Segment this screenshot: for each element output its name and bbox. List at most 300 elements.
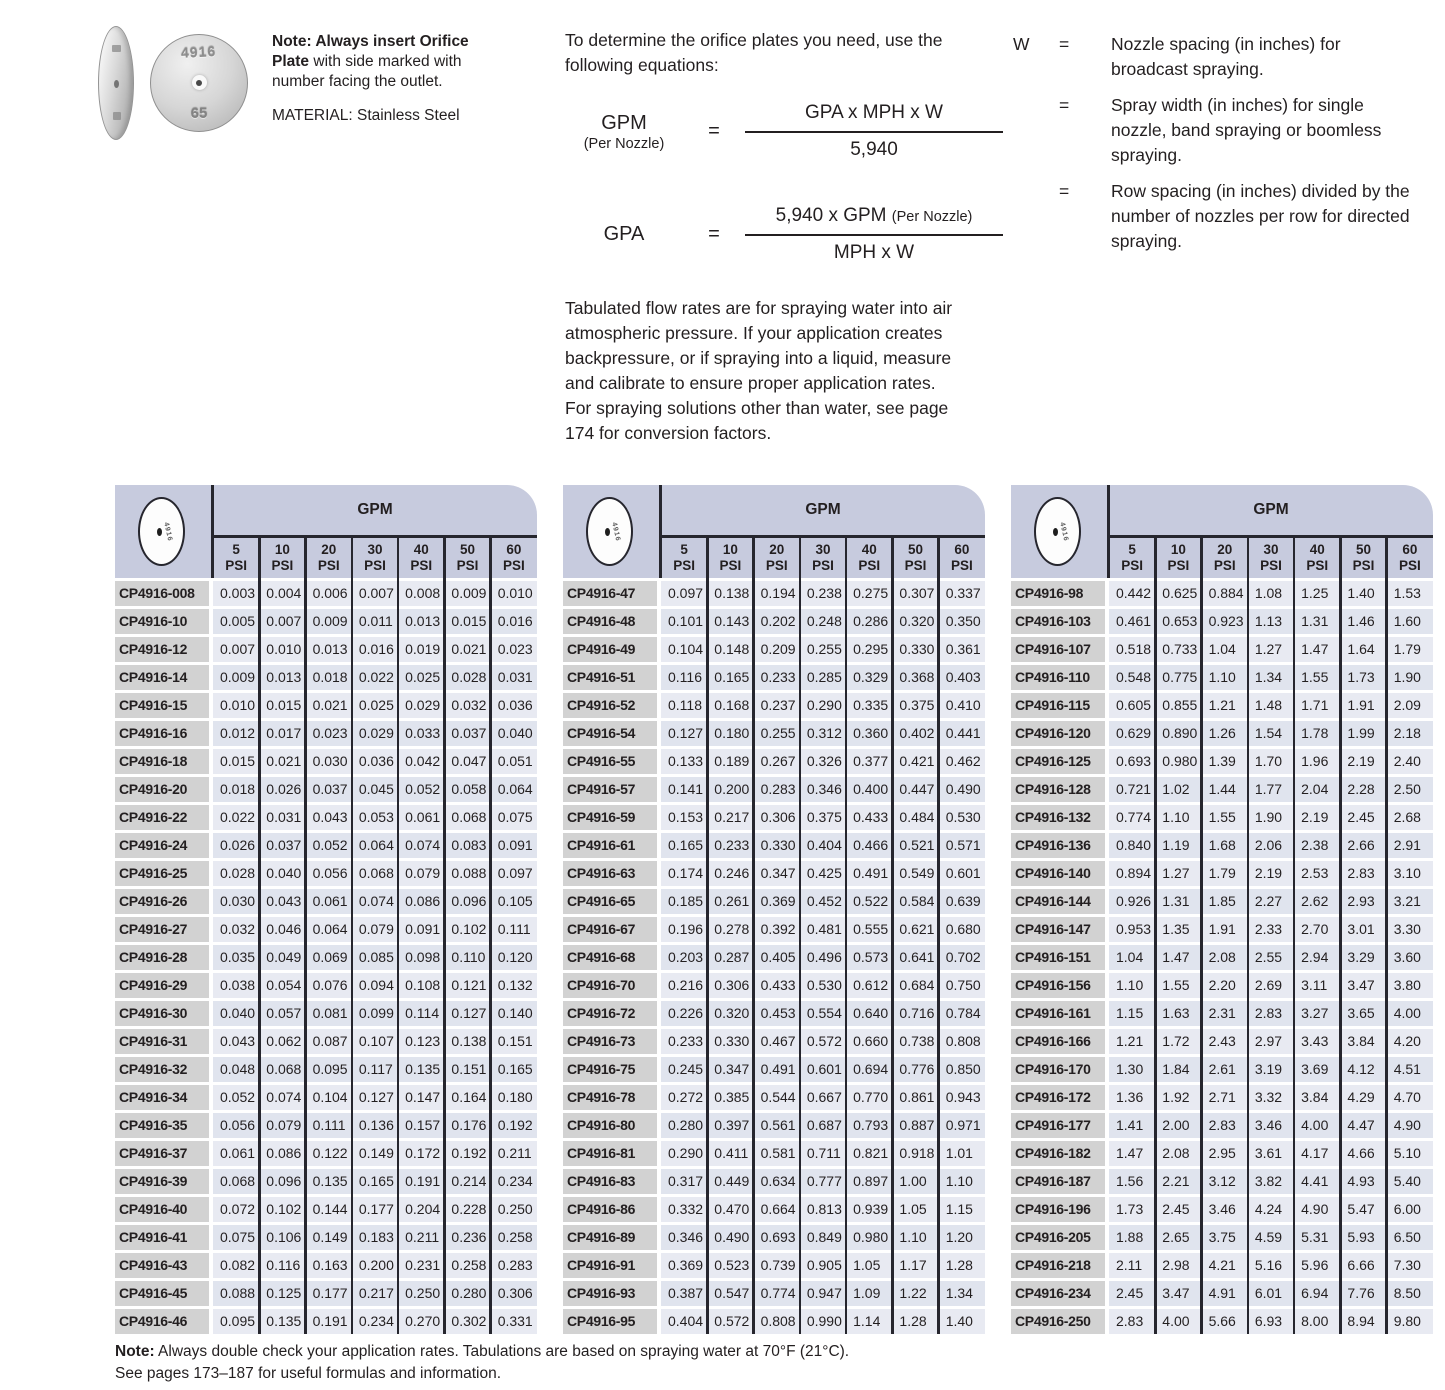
flow-value-cell: 0.057 [259, 1001, 305, 1026]
table-row [115, 721, 537, 746]
table-row [1011, 1169, 1433, 1194]
flow-value-cell: 0.774 [754, 1281, 800, 1306]
part-number-cell: CP4916-68 [563, 945, 657, 970]
flow-value-cell: 0.040 [259, 861, 305, 886]
flow-value-cell: 0.165 [352, 1169, 398, 1194]
flow-value-cell: 3.47 [1155, 1281, 1201, 1306]
flow-value-cell: 0.031 [491, 665, 537, 690]
table-row [563, 1113, 985, 1138]
flow-value-cell: 0.840 [1109, 833, 1155, 858]
flow-value-cell: 0.361 [939, 637, 985, 662]
flow-value-cell: 1.68 [1202, 833, 1248, 858]
flow-value-cell: 0.189 [707, 749, 753, 774]
flow-value-cell: 2.45 [1340, 805, 1386, 830]
flow-value-cell: 2.45 [1109, 1281, 1155, 1306]
flow-value-cell: 0.491 [846, 861, 892, 886]
flow-value-cell: 0.884 [1202, 581, 1248, 606]
flow-value-cell: 1.10 [939, 1169, 985, 1194]
flow-value-cell: 0.006 [306, 581, 352, 606]
flow-value-cell: 0.346 [661, 1225, 707, 1250]
psi-header-cell: 5 PSI [1121, 542, 1144, 573]
flow-value-cell: 0.025 [352, 693, 398, 718]
flow-value-cell: 0.484 [892, 805, 938, 830]
flow-value-cell: 0.138 [444, 1029, 490, 1054]
table-row [1011, 973, 1433, 998]
flow-value-cell: 0.890 [1155, 721, 1201, 746]
table-row [115, 1169, 537, 1194]
flow-value-cell: 2.08 [1155, 1141, 1201, 1166]
flow-value-cell: 2.28 [1340, 777, 1386, 802]
flow-value-cell: 0.099 [352, 1001, 398, 1026]
flow-value-cell: 0.605 [1109, 693, 1155, 718]
flow-value-cell: 0.177 [306, 1281, 352, 1306]
flow-value-cell: 0.095 [306, 1057, 352, 1082]
flow-value-cell: 0.029 [352, 721, 398, 746]
flow-value-cell: 1.28 [939, 1253, 985, 1278]
table-row [115, 973, 537, 998]
flow-value-cell: 0.054 [259, 973, 305, 998]
flow-value-cell: 1.27 [1248, 637, 1294, 662]
flow-value-cell: 1.64 [1340, 637, 1386, 662]
flow-value-cell: 6.01 [1248, 1281, 1294, 1306]
flow-value-cell: 0.337 [939, 581, 985, 606]
table-row [115, 945, 537, 970]
flow-value-cell: 0.121 [444, 973, 490, 998]
flow-value-cell: 0.008 [398, 581, 444, 606]
flow-value-cell: 6.50 [1387, 1225, 1433, 1250]
flow-value-cell: 0.217 [707, 805, 753, 830]
flow-value-cell: 0.664 [754, 1197, 800, 1222]
part-number-cell: CP4916-80 [563, 1113, 657, 1138]
table-row [1011, 609, 1433, 634]
flow-value-cell: 0.114 [398, 1001, 444, 1026]
flow-value-cell: 0.491 [754, 1057, 800, 1082]
flow-value-cell: 7.76 [1340, 1281, 1386, 1306]
table-row [1011, 1001, 1433, 1026]
flow-value-cell: 0.016 [491, 609, 537, 634]
table-row [1011, 861, 1433, 886]
flow-value-cell: 4.51 [1387, 1057, 1433, 1082]
flow-value-cell: 0.572 [800, 1029, 846, 1054]
gpa-numerator-small: (Per Nozzle) [891, 209, 973, 225]
flow-value-cell: 0.046 [259, 917, 305, 942]
orifice-plate-icon [138, 497, 185, 566]
flow-value-cell: 0.461 [1109, 609, 1155, 634]
flow-value-cell: 0.028 [444, 665, 490, 690]
flow-value-cell: 0.346 [800, 777, 846, 802]
flow-value-cell: 1.91 [1202, 917, 1248, 942]
part-number-cell: CP4916-234 [1011, 1281, 1105, 1306]
flow-value-cell: 0.163 [306, 1253, 352, 1278]
flow-value-cell: 0.056 [213, 1113, 259, 1138]
table-row [563, 1281, 985, 1306]
table-row [115, 833, 537, 858]
flow-value-cell: 1.04 [1202, 637, 1248, 662]
flow-value-cell: 0.236 [444, 1225, 490, 1250]
orifice-plate-photo [98, 26, 248, 140]
flow-value-cell: 8.94 [1340, 1309, 1386, 1334]
flow-value-cell: 0.086 [259, 1141, 305, 1166]
table-row [115, 749, 537, 774]
flow-value-cell: 0.204 [398, 1197, 444, 1222]
flow-value-cell: 4.47 [1340, 1113, 1386, 1138]
flow-value-cell: 1.04 [1109, 945, 1155, 970]
part-number-cell: CP4916-31 [115, 1029, 209, 1054]
flow-value-cell: 0.621 [892, 917, 938, 942]
psi-header-cell: 40 PSI [1306, 542, 1329, 573]
w-definition-row [1013, 93, 1418, 168]
flow-value-cell: 4.29 [1340, 1085, 1386, 1110]
flow-value-cell: 0.286 [846, 609, 892, 634]
flow-value-cell: 0.410 [939, 693, 985, 718]
flow-value-cell: 5.40 [1387, 1169, 1433, 1194]
flow-value-cell: 3.46 [1202, 1197, 1248, 1222]
plate-front-view-image [150, 34, 248, 132]
flow-rate-table-3 [1011, 485, 1433, 1334]
flow-value-cell: 1.55 [1155, 973, 1201, 998]
table-row [563, 833, 985, 858]
flow-value-cell: 0.125 [259, 1281, 305, 1306]
flow-value-cell: 1.13 [1248, 609, 1294, 634]
part-number-cell: CP4916-12 [115, 637, 209, 662]
flow-value-cell: 2.19 [1340, 749, 1386, 774]
flow-value-cell: 0.013 [398, 609, 444, 634]
equals-sign: = [708, 120, 720, 142]
gpm-header: GPM [805, 501, 841, 518]
flow-value-cell: 0.074 [352, 889, 398, 914]
table-row [1011, 1029, 1433, 1054]
flow-value-cell: 0.530 [939, 805, 985, 830]
flow-value-cell: 1.73 [1340, 665, 1386, 690]
table-row [563, 917, 985, 942]
flow-value-cell: 0.005 [213, 609, 259, 634]
w-definition-text: Spray width (in inches) for single nozzle, band spraying or boomless spraying. [1111, 95, 1382, 165]
part-number-cell: CP4916-172 [1011, 1085, 1105, 1110]
flow-value-cell: 0.808 [754, 1309, 800, 1334]
w-definitions [1013, 32, 1418, 265]
flow-value-cell: 4.66 [1340, 1141, 1386, 1166]
flow-value-cell: 0.097 [491, 861, 537, 886]
flow-value-cell: 0.467 [754, 1029, 800, 1054]
flow-value-cell: 0.490 [939, 777, 985, 802]
flow-value-cell: 1.31 [1294, 609, 1340, 634]
flow-value-cell: 0.897 [846, 1169, 892, 1194]
flow-value-cell: 0.405 [754, 945, 800, 970]
flow-value-cell: 0.272 [661, 1085, 707, 1110]
flow-value-cell: 1.20 [939, 1225, 985, 1250]
flow-value-cell: 3.65 [1340, 1001, 1386, 1026]
flow-value-cell: 2.09 [1387, 693, 1433, 718]
table-row [1011, 1141, 1433, 1166]
flow-value-cell: 0.750 [939, 973, 985, 998]
flow-value-cell: 0.022 [213, 805, 259, 830]
flow-value-cell: 4.21 [1202, 1253, 1248, 1278]
flow-value-cell: 0.116 [259, 1253, 305, 1278]
flow-value-cell: 0.392 [754, 917, 800, 942]
flow-value-cell: 1.10 [1155, 805, 1201, 830]
flow-value-cell: 0.233 [707, 833, 753, 858]
flow-value-cell: 0.177 [352, 1197, 398, 1222]
flow-value-cell: 0.693 [1109, 749, 1155, 774]
flow-value-cell: 0.571 [939, 833, 985, 858]
flow-value-cell: 0.003 [213, 581, 259, 606]
table-row [563, 1197, 985, 1222]
part-number-cell: CP4916-67 [563, 917, 657, 942]
flow-value-cell: 0.064 [491, 777, 537, 802]
flow-value-cell: 0.047 [444, 749, 490, 774]
flow-value-cell: 0.793 [846, 1113, 892, 1138]
flow-value-cell: 0.037 [306, 777, 352, 802]
flow-value-cell: 1.55 [1202, 805, 1248, 830]
flow-value-cell: 0.009 [444, 581, 490, 606]
footer-note-bold: Note: [115, 1343, 155, 1360]
flow-value-cell: 0.079 [398, 861, 444, 886]
flow-value-cell: 1.54 [1248, 721, 1294, 746]
flow-value-cell: 0.330 [754, 833, 800, 858]
flow-value-cell: 1.72 [1155, 1029, 1201, 1054]
part-number-cell: CP4916-91 [563, 1253, 657, 1278]
part-number-cell: CP4916-89 [563, 1225, 657, 1250]
flow-value-cell: 0.138 [707, 581, 753, 606]
per-nozzle-label: (Per Nozzle) [583, 135, 665, 152]
flow-value-cell: 1.91 [1340, 693, 1386, 718]
flow-value-cell: 0.226 [661, 1001, 707, 1026]
flow-value-cell: 8.00 [1294, 1309, 1340, 1334]
part-number-cell: CP4916-35 [115, 1113, 209, 1138]
flow-value-cell: 0.442 [1109, 581, 1155, 606]
flow-value-cell: 0.095 [213, 1309, 259, 1334]
flow-value-cell: 0.096 [444, 889, 490, 914]
part-number-cell: CP4916-107 [1011, 637, 1105, 662]
part-number-cell: CP4916-166 [1011, 1029, 1105, 1054]
flow-value-cell: 0.990 [800, 1309, 846, 1334]
flow-value-cell: 0.040 [213, 1001, 259, 1026]
psi-header-row [661, 538, 985, 579]
flow-value-cell: 0.068 [352, 861, 398, 886]
flow-value-cell: 0.043 [306, 805, 352, 830]
table-row [1011, 805, 1433, 830]
flow-value-cell: 0.102 [259, 1197, 305, 1222]
footer-note-line1 [115, 1341, 1015, 1363]
flow-value-cell: 2.94 [1294, 945, 1340, 970]
flow-value-cell: 0.320 [707, 1001, 753, 1026]
flow-value-cell: 0.776 [892, 1057, 938, 1082]
plate-orifice-hole [192, 75, 207, 90]
flow-value-cell: 0.711 [800, 1141, 846, 1166]
flow-value-cell: 0.135 [259, 1309, 305, 1334]
flow-value-cell: 0.075 [491, 805, 537, 830]
orifice-plate-icon [1034, 497, 1081, 566]
flow-value-cell: 0.192 [444, 1141, 490, 1166]
part-number-cell: CP4916-70 [563, 973, 657, 998]
flow-value-cell: 5.66 [1202, 1309, 1248, 1334]
flow-value-cell: 2.38 [1294, 833, 1340, 858]
flow-value-cell: 0.117 [352, 1057, 398, 1082]
flow-value-cell: 0.404 [800, 833, 846, 858]
table-row [563, 665, 985, 690]
flow-value-cell: 1.10 [1109, 973, 1155, 998]
flow-value-cell: 0.581 [754, 1141, 800, 1166]
table-row [1011, 1085, 1433, 1110]
flow-value-cell: 1.00 [892, 1169, 938, 1194]
table-header [563, 485, 985, 578]
part-number-cell: CP4916-151 [1011, 945, 1105, 970]
gpm-fraction [745, 102, 1003, 161]
flow-value-cell: 1.47 [1155, 945, 1201, 970]
flow-value-cell: 2.50 [1387, 777, 1433, 802]
flow-value-cell: 0.283 [754, 777, 800, 802]
flow-value-cell: 0.088 [444, 861, 490, 886]
part-number-cell: CP4916-48 [563, 609, 657, 634]
flow-value-cell: 0.375 [892, 693, 938, 718]
part-number-cell: CP4916-95 [563, 1309, 657, 1334]
flow-value-cell: 4.90 [1294, 1197, 1340, 1222]
flow-value-cell: 0.660 [846, 1029, 892, 1054]
table-row [563, 1141, 985, 1166]
flow-value-cell: 0.250 [491, 1197, 537, 1222]
part-number-cell: CP4916-22 [115, 805, 209, 830]
flow-value-cell: 0.030 [306, 749, 352, 774]
flow-value-cell: 0.522 [846, 889, 892, 914]
flow-value-cell: 1.39 [1202, 749, 1248, 774]
flow-value-cell: 0.127 [661, 721, 707, 746]
part-number-cell: CP4916-29 [115, 973, 209, 998]
part-number-cell: CP4916-72 [563, 1001, 657, 1026]
flow-value-cell: 0.049 [259, 945, 305, 970]
part-number-cell: CP4916-46 [115, 1309, 209, 1334]
flow-value-cell: 0.330 [707, 1029, 753, 1054]
flow-value-cell: 0.555 [846, 917, 892, 942]
flow-value-cell: 0.127 [444, 1001, 490, 1026]
flow-value-cell: 0.233 [661, 1029, 707, 1054]
table-row [1011, 1225, 1433, 1250]
flow-value-cell: 0.015 [213, 749, 259, 774]
flow-value-cell: 1.99 [1340, 721, 1386, 746]
flow-value-cell: 0.640 [846, 1001, 892, 1026]
flow-value-cell: 4.12 [1340, 1057, 1386, 1082]
part-number-cell: CP4916-140 [1011, 861, 1105, 886]
flow-value-cell: 0.641 [892, 945, 938, 970]
psi-header-cell: 60 PSI [950, 542, 973, 573]
flow-value-cell: 0.019 [398, 637, 444, 662]
flow-value-cell: 0.433 [754, 973, 800, 998]
flow-value-cell: 0.036 [352, 749, 398, 774]
flow-value-cell: 0.074 [398, 833, 444, 858]
flow-value-cell: 0.101 [661, 609, 707, 634]
flow-value-cell: 0.088 [213, 1281, 259, 1306]
flow-value-cell: 4.00 [1294, 1113, 1340, 1138]
part-number-cell: CP4916-147 [1011, 917, 1105, 942]
flow-value-cell: 0.058 [444, 777, 490, 802]
flow-value-cell: 0.018 [306, 665, 352, 690]
flow-value-cell: 0.216 [661, 973, 707, 998]
flow-value-cell: 0.285 [800, 665, 846, 690]
flow-value-cell: 1.90 [1248, 805, 1294, 830]
flow-value-cell: 0.521 [892, 833, 938, 858]
flow-value-cell: 3.32 [1248, 1085, 1294, 1110]
w-definition-text: Nozzle spacing (in inches) for broadcast spraying. [1111, 34, 1341, 79]
flow-value-cell: 0.021 [259, 749, 305, 774]
flow-value-cell: 0.104 [306, 1085, 352, 1110]
flow-value-cell: 0.185 [661, 889, 707, 914]
flow-value-cell: 0.191 [306, 1309, 352, 1334]
table-row [1011, 1057, 1433, 1082]
psi-header-cell: 10 PSI [271, 542, 294, 573]
flow-value-cell: 0.118 [661, 693, 707, 718]
flow-value-cell: 0.023 [306, 721, 352, 746]
flow-value-cell: 0.038 [213, 973, 259, 998]
flow-value-cell: 0.612 [846, 973, 892, 998]
flow-value-cell: 0.074 [259, 1085, 305, 1110]
table-row [563, 945, 985, 970]
flow-value-cell: 0.106 [259, 1225, 305, 1250]
flow-value-cell: 0.012 [213, 721, 259, 746]
flow-value-cell: 0.102 [444, 917, 490, 942]
flow-value-cell: 0.168 [707, 693, 753, 718]
part-number-cell: CP4916-205 [1011, 1225, 1105, 1250]
flow-value-cell: 5.10 [1387, 1141, 1433, 1166]
flow-value-cell: 0.011 [352, 609, 398, 634]
flow-value-cell: 0.278 [707, 917, 753, 942]
psi-header-cell: 10 PSI [719, 542, 742, 573]
flow-value-cell: 0.153 [661, 805, 707, 830]
flow-value-cell: 0.105 [491, 889, 537, 914]
flow-value-cell: 0.453 [754, 1001, 800, 1026]
flow-value-cell: 0.335 [846, 693, 892, 718]
flow-value-cell: 0.151 [444, 1057, 490, 1082]
table-row [115, 777, 537, 802]
gpm-numerator: GPA x MPH x W [745, 102, 1003, 133]
flow-value-cell: 0.233 [754, 665, 800, 690]
part-number-cell: CP4916-132 [1011, 805, 1105, 830]
table-row [115, 1281, 537, 1306]
table-row [1011, 1281, 1433, 1306]
flow-value-cell: 1.92 [1155, 1085, 1201, 1110]
psi-header-cell: 40 PSI [410, 542, 433, 573]
table-row [1011, 889, 1433, 914]
flow-value-cell: 2.20 [1202, 973, 1248, 998]
table-row [1011, 749, 1433, 774]
flow-value-cell: 0.045 [352, 777, 398, 802]
flow-value-cell: 0.290 [800, 693, 846, 718]
part-number-cell: CP4916-78 [563, 1085, 657, 1110]
flow-value-cell: 2.27 [1248, 889, 1294, 914]
flow-value-cell: 0.068 [444, 805, 490, 830]
flow-value-cell: 0.007 [352, 581, 398, 606]
flow-value-cell: 0.653 [1155, 609, 1201, 634]
flow-value-cell: 0.064 [352, 833, 398, 858]
flow-value-cell: 0.033 [398, 721, 444, 746]
gpm-header: GPM [357, 501, 393, 518]
table-row [563, 1029, 985, 1054]
flow-value-cell: 0.347 [707, 1057, 753, 1082]
table-row [115, 609, 537, 634]
flow-value-cell: 0.554 [800, 1001, 846, 1026]
flow-value-cell: 0.861 [892, 1085, 938, 1110]
flow-value-cell: 5.16 [1248, 1253, 1294, 1278]
table-row [115, 917, 537, 942]
table-body [115, 581, 537, 1334]
flow-value-cell: 3.82 [1248, 1169, 1294, 1194]
w-symbol: W [1013, 34, 1030, 54]
flow-value-cell: 2.68 [1387, 805, 1433, 830]
part-number-cell: CP4916-161 [1011, 1001, 1105, 1026]
table-row [563, 609, 985, 634]
orifice-plate-icon [586, 497, 633, 566]
flow-value-cell: 1.28 [892, 1309, 938, 1334]
flow-value-cell: 0.180 [707, 721, 753, 746]
flow-value-cell: 2.61 [1202, 1057, 1248, 1082]
